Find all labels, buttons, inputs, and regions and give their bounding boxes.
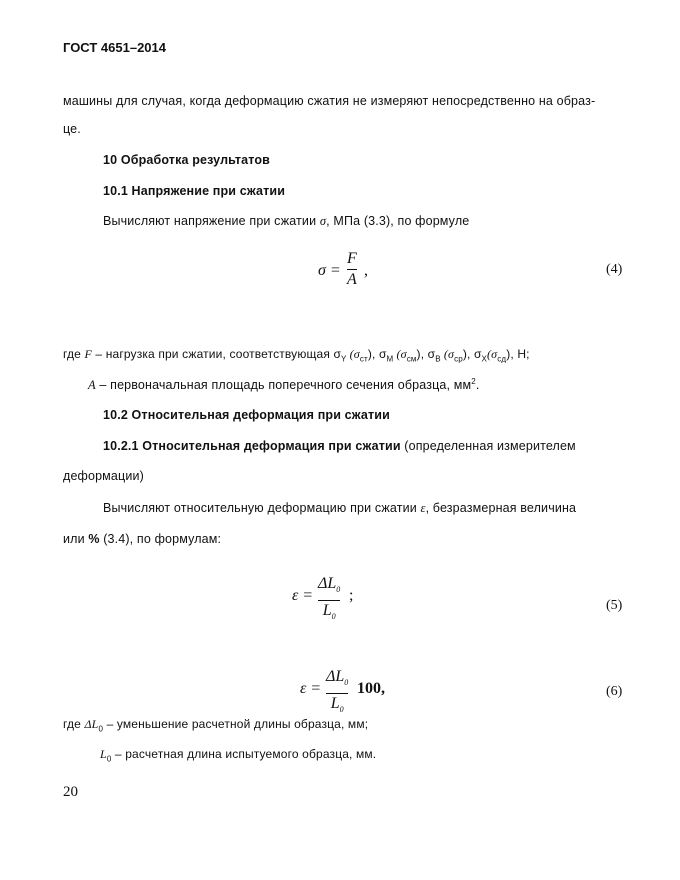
- fraction-denominator: A: [347, 271, 357, 288]
- text-run: Вычисляют относительную деформацию при сжатии: [103, 501, 421, 515]
- equation-tail: ;: [349, 587, 354, 604]
- numerator-symbol: ΔL: [326, 668, 345, 685]
- text-run: – нагрузка при сжатии, соответствующая σ: [91, 347, 342, 361]
- paragraph-line: це.: [63, 122, 81, 136]
- subscript: Y: [341, 354, 347, 364]
- text-run: ), σ: [367, 347, 387, 361]
- equation-tail: 100,: [357, 680, 385, 697]
- text-run: , безразмерная величина: [425, 501, 577, 515]
- text-run: – расчетная длина испытуемого образца, мм.: [111, 747, 377, 761]
- text-run: (σ: [487, 347, 498, 361]
- text-run: , МПа (3.3), по формуле: [326, 214, 470, 228]
- subscript: сд: [497, 354, 507, 364]
- fraction-denominator: [331, 695, 344, 719]
- fraction-denominator: [323, 602, 336, 626]
- text-run: (определенная измерителем: [400, 439, 576, 453]
- equation-tail: ,: [364, 262, 368, 279]
- subscript: 0: [106, 754, 112, 764]
- where-line: [63, 347, 530, 363]
- epsilon-symbol: ε: [420, 501, 426, 515]
- text-run: ), σ: [416, 347, 436, 361]
- subscript: ст: [359, 354, 368, 364]
- subscript: M: [386, 354, 394, 364]
- section-heading: 10 Обработка результатов: [103, 153, 271, 167]
- equation-number: (6): [606, 684, 623, 699]
- subscript: ср: [454, 354, 463, 364]
- equation-lhs: σ =: [318, 262, 341, 279]
- text-run: ), σ: [462, 347, 482, 361]
- superscript: 2: [471, 377, 476, 386]
- fraction-bar: [326, 693, 348, 694]
- subscript: 0: [331, 612, 336, 622]
- equation-fraction: [326, 668, 348, 719]
- subscript: B: [435, 354, 441, 364]
- subsection-heading: 10.2 Относительная деформация при сжатии: [103, 408, 390, 422]
- paragraph-line: [63, 532, 221, 546]
- text-run: 10.2.1 Относительная деформация при сжатии: [103, 439, 401, 453]
- text-run: – уменьшение расчетной длины образца, мм;: [103, 717, 369, 731]
- where-line: [88, 377, 479, 393]
- delta-L-symbol: ΔL: [84, 717, 99, 731]
- where-line: [63, 717, 368, 733]
- percent-sign: %: [88, 532, 100, 546]
- text-run: (σ: [346, 347, 360, 361]
- denominator-symbol: L: [330, 695, 340, 713]
- subscript: 0: [336, 585, 341, 595]
- fraction-bar: [318, 600, 340, 601]
- subscript: 0: [344, 678, 349, 688]
- text-run: Вычисляют напряжение при сжатии: [103, 214, 320, 228]
- L-symbol: L: [100, 747, 107, 761]
- paragraph-line: [103, 214, 469, 229]
- paragraph-line: [103, 439, 576, 453]
- fraction-numerator: [318, 575, 340, 599]
- fraction-numerator: [326, 668, 348, 692]
- text-run: или: [63, 532, 89, 546]
- equation-lhs: ε =: [292, 587, 314, 604]
- equation-fraction: [318, 575, 340, 626]
- fraction-bar: [347, 269, 357, 270]
- denominator-symbol: L: [322, 602, 332, 620]
- paragraph-line: [103, 501, 576, 516]
- equation-number: (4): [606, 262, 623, 277]
- paragraph-line: машины для случая, когда деформацию сжатия не измеряют непосредственно на образ-: [63, 94, 596, 108]
- fraction-numerator: F: [347, 250, 357, 267]
- text-run: (σ: [393, 347, 407, 361]
- text-run: ), Н;: [506, 347, 530, 361]
- equation-number: (5): [606, 598, 623, 613]
- page-number: 20: [63, 784, 78, 800]
- F-symbol: F: [84, 347, 92, 361]
- document-header: ГОСТ 4651–2014: [63, 40, 166, 55]
- equation-lhs: ε =: [300, 680, 322, 697]
- text-run: – первоначальная площадь поперечного сечения образца, мм: [95, 378, 472, 393]
- numerator-symbol: ΔL: [318, 575, 337, 592]
- subscript: см: [406, 354, 417, 364]
- subscript: X: [481, 354, 488, 364]
- subsection-heading: 10.1 Напряжение при сжатии: [103, 184, 286, 198]
- sigma-symbol: σ: [319, 214, 327, 228]
- text-run: (σ: [440, 347, 455, 361]
- paragraph-line: деформации): [63, 469, 144, 483]
- equation-fraction: [347, 250, 357, 289]
- where-line: [100, 747, 376, 763]
- subscript: 0: [98, 724, 104, 734]
- text-run: где: [63, 347, 85, 361]
- text-run: где: [63, 717, 85, 731]
- A-symbol: А: [88, 378, 96, 393]
- text-run: .: [475, 378, 480, 393]
- text-run: (3.4), по формулам:: [99, 532, 222, 546]
- subscript: 0: [339, 705, 344, 715]
